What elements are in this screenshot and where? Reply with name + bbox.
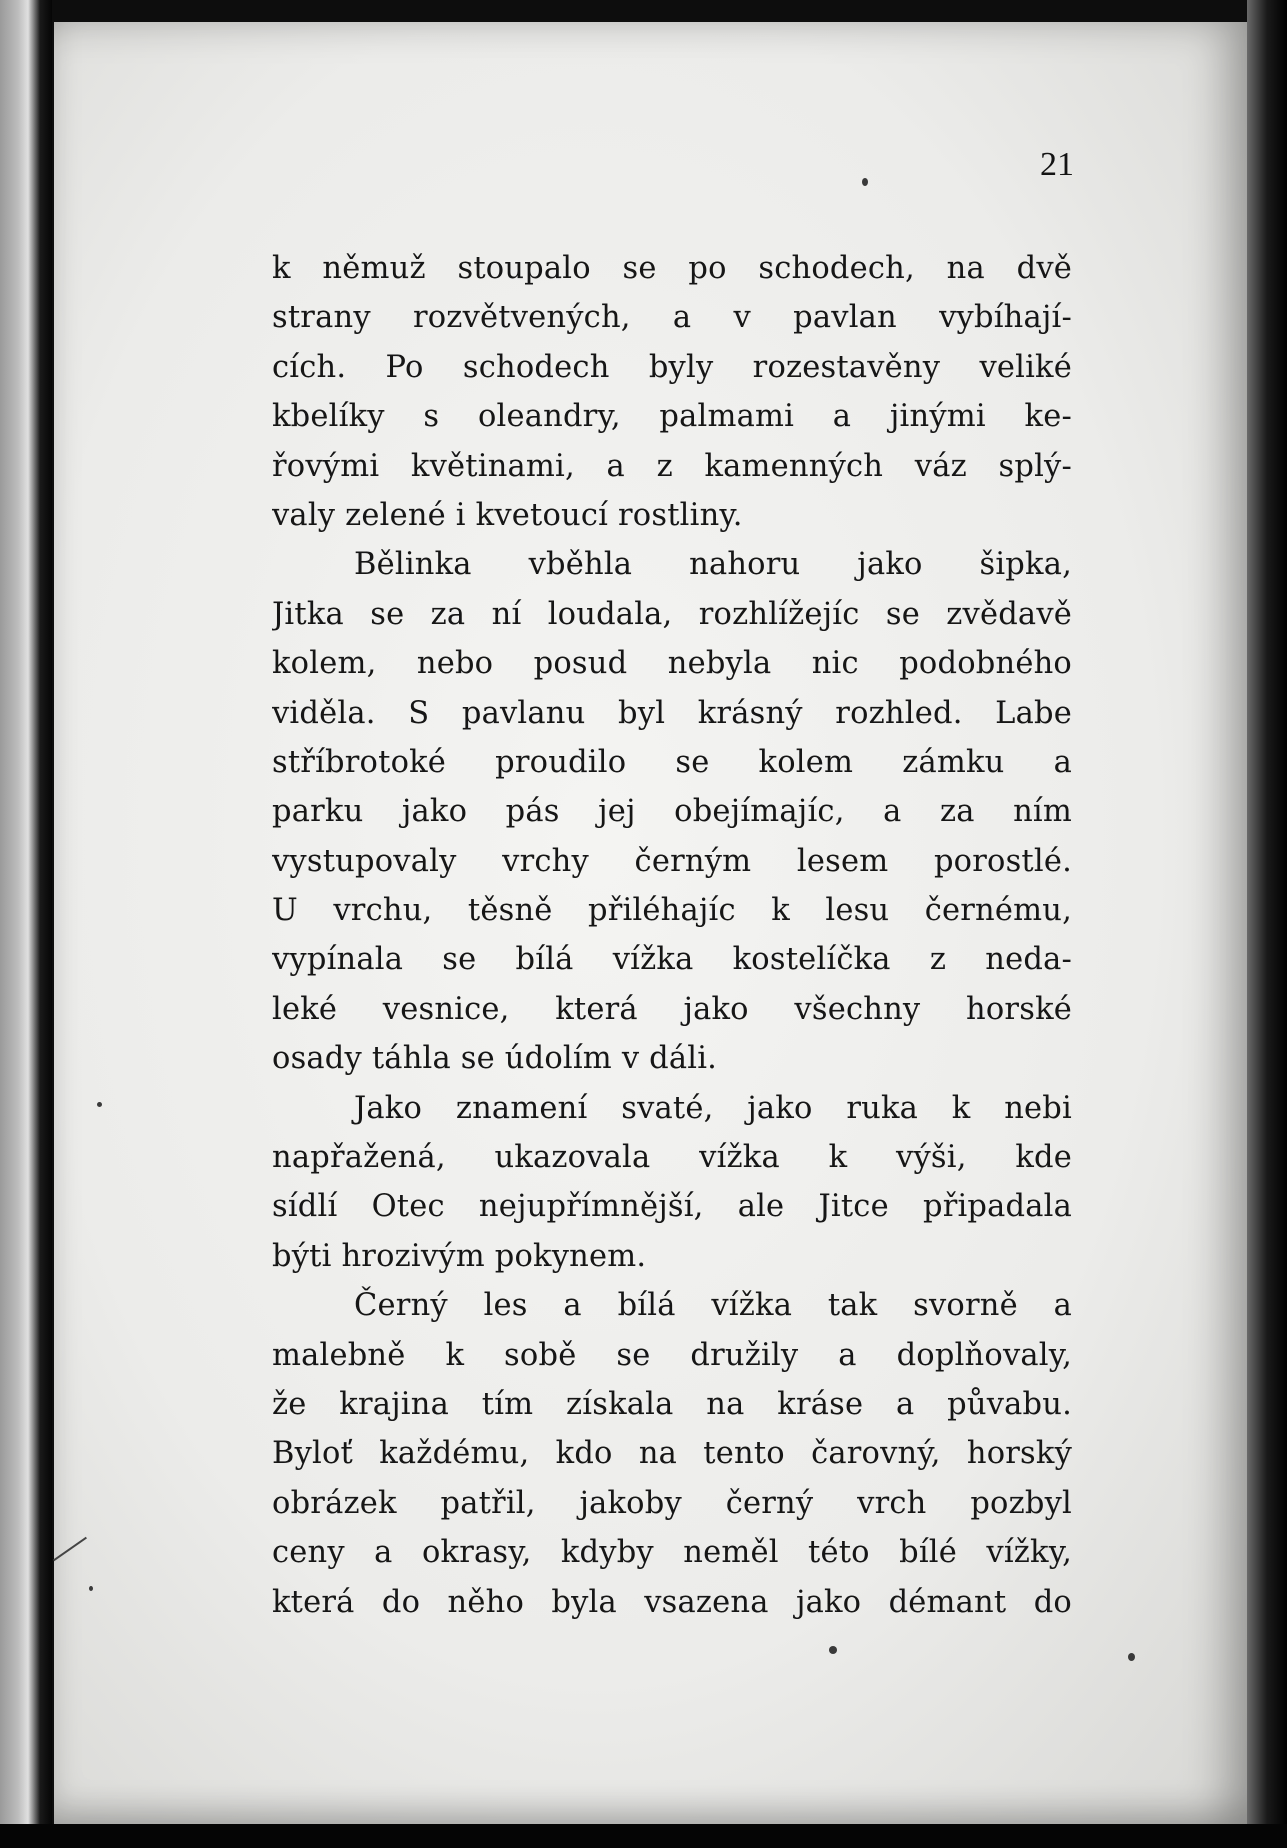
text-line: ceny a okrasy, kdyby neměl této bílé vížky, — [272, 1535, 1072, 1571]
text-line: sídlí Otec nejupřímnější, ale Jitce připadala — [272, 1189, 1072, 1225]
text-line: Jako znamení svaté, jako ruka k nebi — [354, 1090, 1072, 1126]
text-line: Černý les a bílá vížka tak svorně a — [354, 1288, 1072, 1324]
body-text — [272, 244, 1072, 1627]
dust-speck — [829, 1646, 837, 1654]
text-line: obrázek patřil, jakoby černý vrch pozbyl — [272, 1485, 1072, 1521]
text-line: strany rozvětvených, a v pavlan vybíhají- — [272, 300, 1072, 336]
text-line: valy zelené i kvetoucí rostliny. — [272, 497, 743, 533]
dust-speck — [1128, 1653, 1135, 1661]
text-line: malebně k sobě se družily a doplňovaly, — [272, 1337, 1072, 1373]
text-line: U vrchu, těsně přiléhajíc k lesu černému, — [272, 893, 1072, 929]
dust-speck — [89, 1586, 93, 1591]
text-line: řovými květinami, a z kamenných váz splý- — [272, 448, 1072, 484]
text-line: stříbrotoké proudilo se kolem zámku a — [272, 744, 1072, 780]
text-line: Byloť každému, kdo na tento čarovný, horský — [272, 1436, 1072, 1472]
text-line: vystupovaly vrchy černým lesem porostlé. — [272, 843, 1072, 879]
text-line: parku jako pás jej obejímajíc, a za ním — [272, 794, 1072, 830]
text-line: Jitka se za ní loudala, rozhlížejíc se zvědavě — [272, 596, 1072, 632]
text-line: k němuž stoupalo se po schodech, na dvě — [272, 251, 1072, 286]
text-line: která do něho byla vsazena jako démant do — [272, 1584, 1072, 1620]
text-line: kolem, nebo posud nebyla nic podobného — [272, 646, 1072, 682]
bottom-page-edge — [0, 1824, 1287, 1848]
text-line: Bělinka vběhla nahoru jako šipka, — [354, 547, 1072, 583]
text-line: vypínala se bílá vížka kostelíčka z neda- — [272, 942, 1072, 978]
text-line: osady táhla se údolím v dáli. — [272, 1041, 718, 1077]
text-line: že krajina tím získala na kráse a půvabu. — [272, 1386, 1072, 1422]
text-line: leké vesnice, která jako všechny horské — [272, 991, 1072, 1027]
text-line: kbelíky s oleandry, palmami a jinými ke- — [272, 399, 1072, 435]
page-number: 21 — [1040, 146, 1074, 183]
text-line: cích. Po schodech byly rozestavěny veliké — [272, 349, 1072, 385]
left-binding-edge — [0, 0, 52, 1848]
text-line: býti hrozivým pokynem. — [272, 1238, 647, 1274]
dust-speck — [97, 1102, 102, 1107]
text-line: viděla. S pavlanu byl krásný rozhled. Labe — [272, 695, 1072, 731]
dust-speck — [862, 178, 868, 186]
text-line: napřažená, ukazovala vížka k výši, kde — [272, 1140, 1072, 1176]
right-page-edge — [1247, 0, 1287, 1848]
